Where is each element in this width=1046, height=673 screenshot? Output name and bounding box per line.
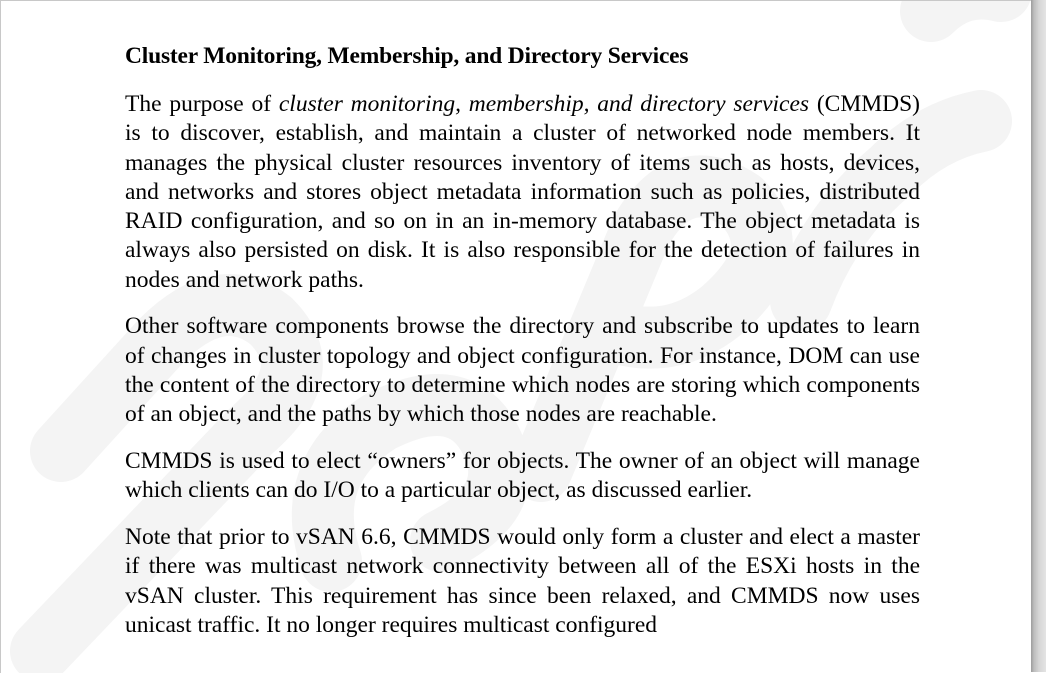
page-content	[125, 41, 920, 658]
section-heading: Cluster Monitoring, Membership, and Directory Services	[125, 43, 689, 69]
paragraph-cmmds-purpose	[125, 90, 920, 295]
paragraph-owner-election: CMMDS is used to elect “owners” for objects. The owner of an object will manage which clients can do I/O to a particular object, as discussed earlier.	[125, 448, 920, 504]
page-edge-shadow	[1031, 0, 1046, 672]
paragraph-directory-usage: Other software components browse the directory and subscribe to updates to learn of changes in cluster topology and object configuration. For instance, DOM can use the content of the directory to determine which nodes are storing which components of an object, and the paths by which those nodes are reachable.	[125, 313, 920, 428]
paragraph-intro-text: The purpose of	[125, 91, 279, 117]
paragraph-body-text: (CMMDS) is to discover, establish, and maintain a cluster of networked node members. It manages the physical cluster resources inventory of items such as hosts, devices, and networks and stores object metadata information such as policies, distributed RAID configuration, and so on in an in-memory database. The object metadata is always also persisted on disk. It is also responsible for the detection of failures in nodes and network paths.	[125, 91, 920, 293]
paragraph-multicast-note: Note that prior to vSAN 6.6, CMMDS would only form a cluster and elect a master if there was multicast network connectivity between all of the ESXi hosts in the vSAN cluster. This requirement has since been relaxed, and CMMDS now uses unicast traffic. It no longer requires multicast configured	[125, 524, 920, 638]
cmmds-term: cluster monitoring, membership, and directory services	[278, 91, 810, 117]
